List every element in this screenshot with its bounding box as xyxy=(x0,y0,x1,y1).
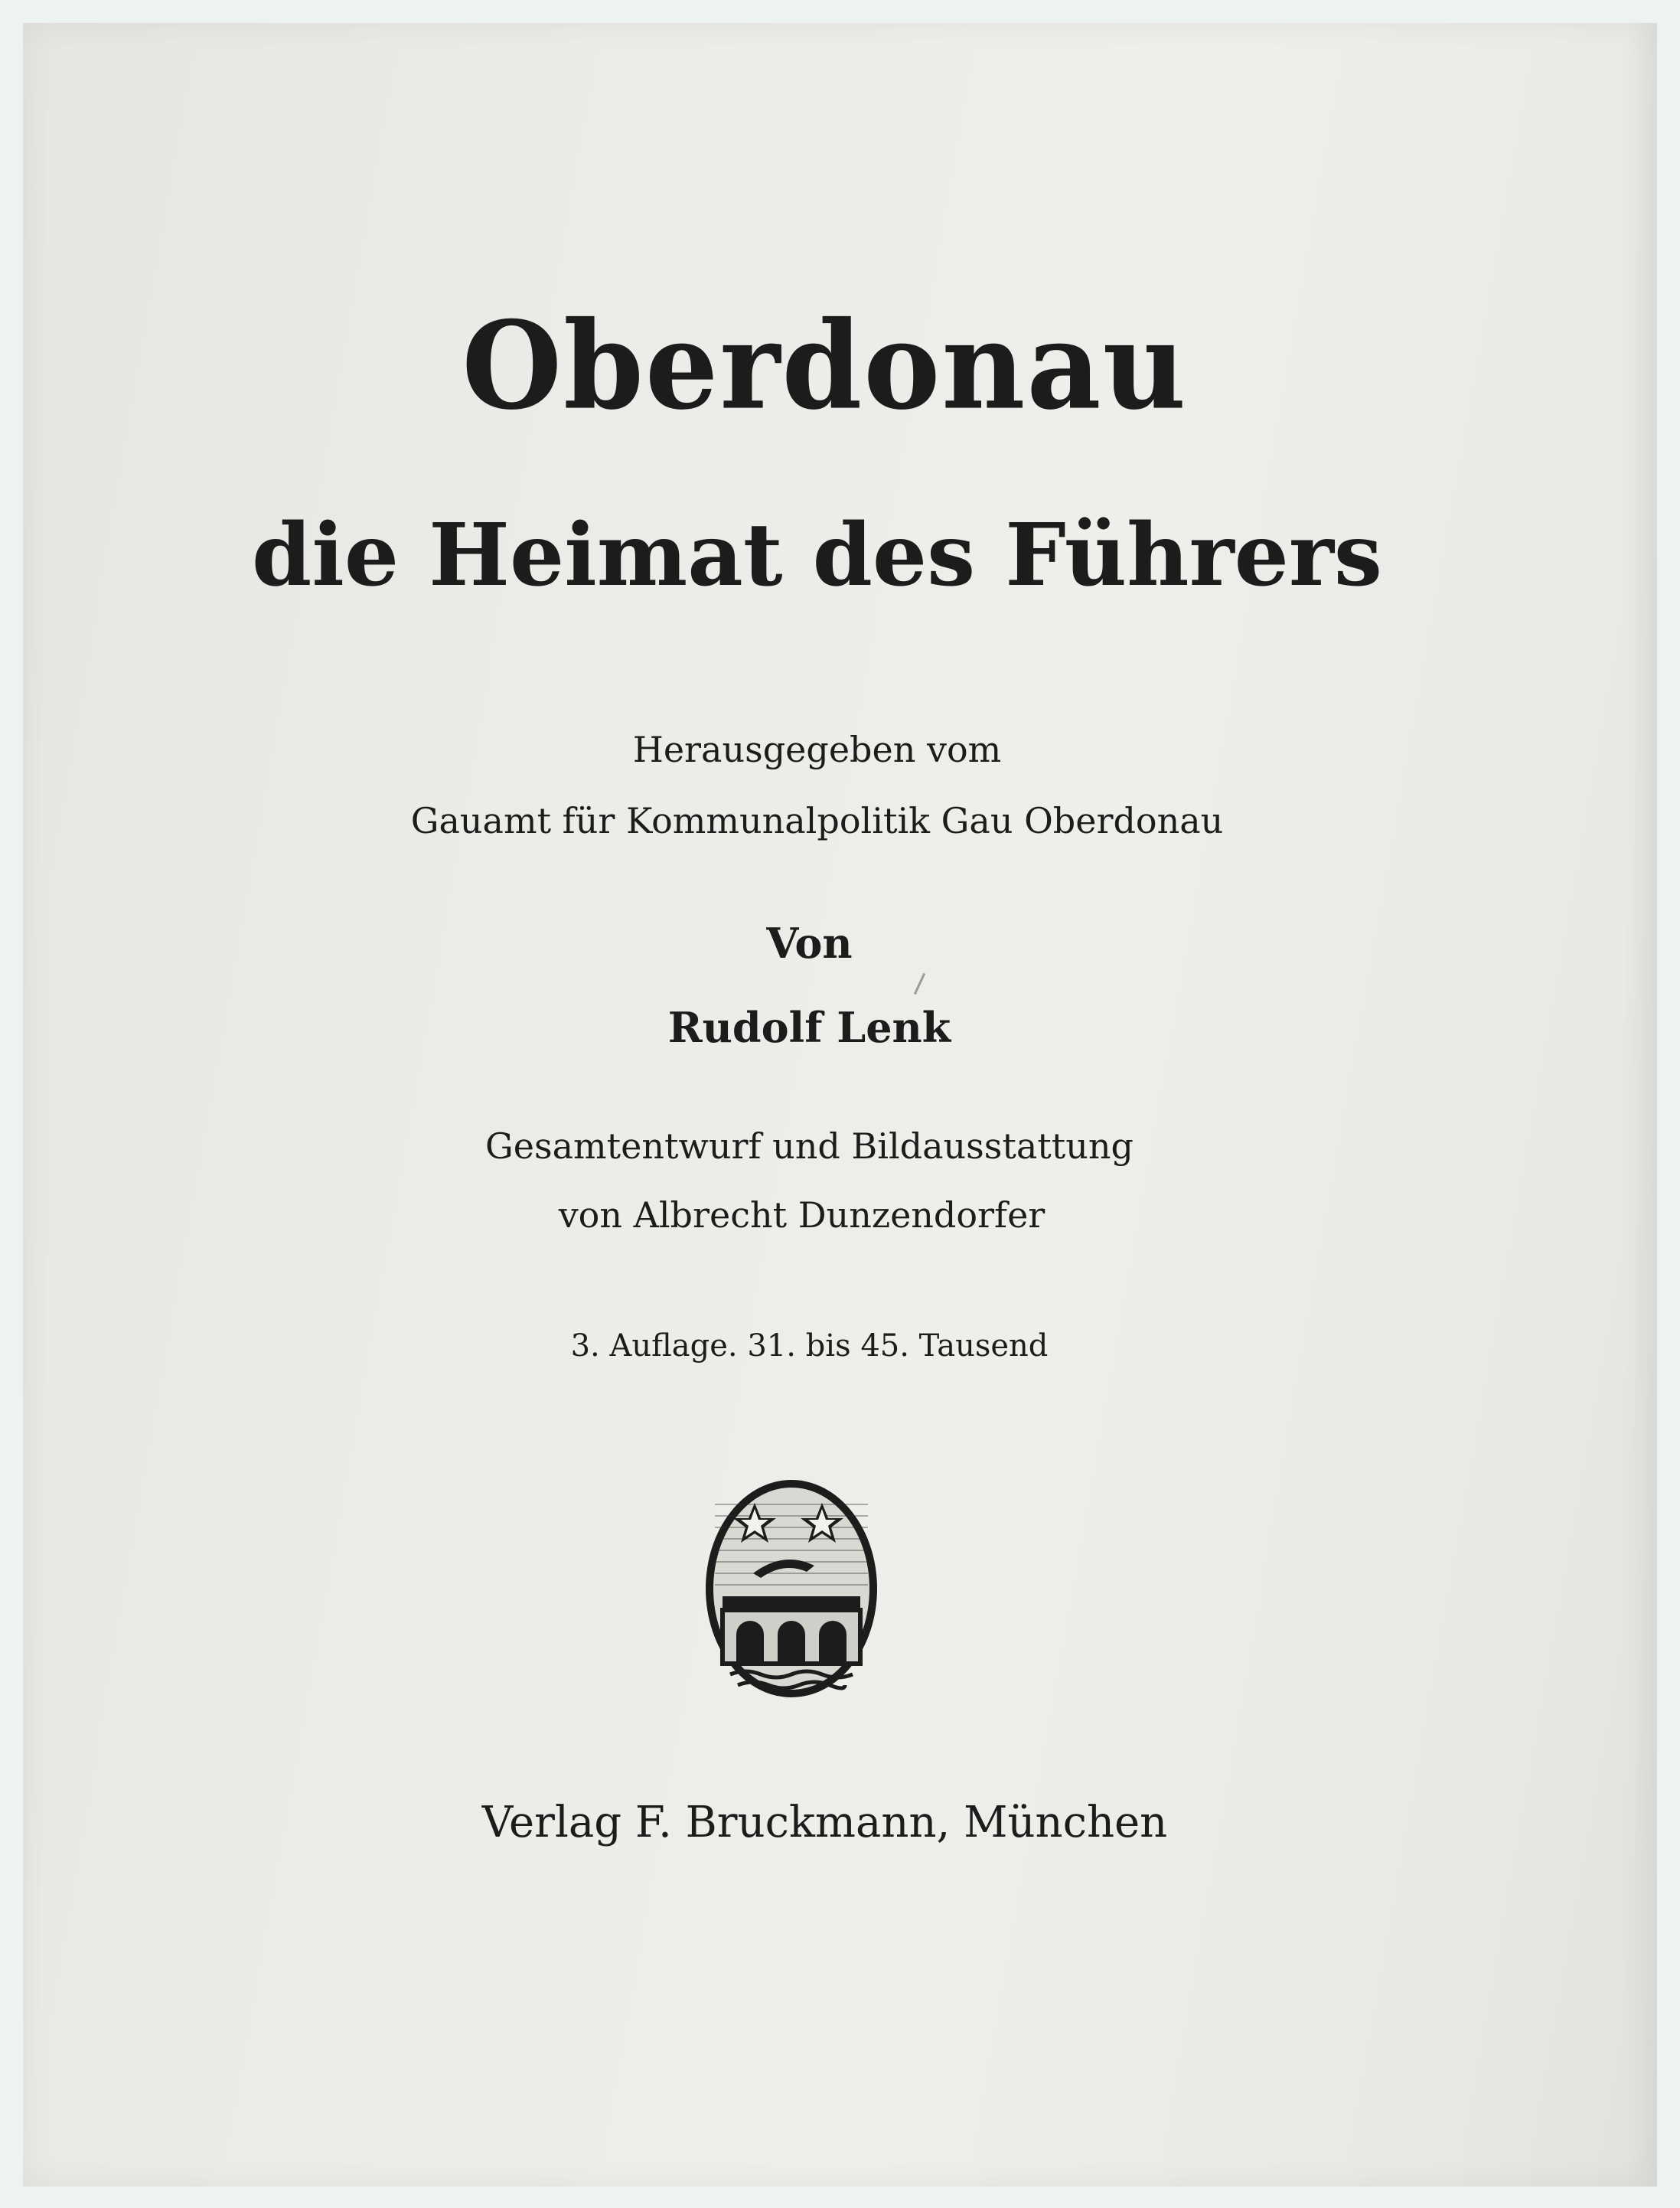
page-edge xyxy=(1623,23,1657,2187)
by-label: Von xyxy=(766,919,853,968)
author-name: Rudolf Lenk xyxy=(667,1003,951,1052)
issuer-line: Gauamt für Kommunalpolitik Gau Oberdonau xyxy=(410,800,1224,841)
book-title-page xyxy=(23,23,1657,2187)
design-line: Gesamtentwurf und Bildausstattung xyxy=(485,1125,1134,1167)
edition-line: 3. Auflage. 31. bis 45. Tausend xyxy=(570,1328,1049,1364)
publisher-line: Verlag F. Bruckmann, München xyxy=(481,1798,1168,1847)
book-subtitle: die Heimat des Führers xyxy=(252,505,1382,606)
edited-by-line: Herausgegeben vom xyxy=(632,729,1002,770)
paper-mark xyxy=(914,973,925,995)
book-title: Oberdonau xyxy=(462,295,1188,437)
designer-line: von Albrecht Dunzendorfer xyxy=(558,1194,1046,1236)
coat-of-arms-stars-bridge-icon xyxy=(700,1474,883,1703)
